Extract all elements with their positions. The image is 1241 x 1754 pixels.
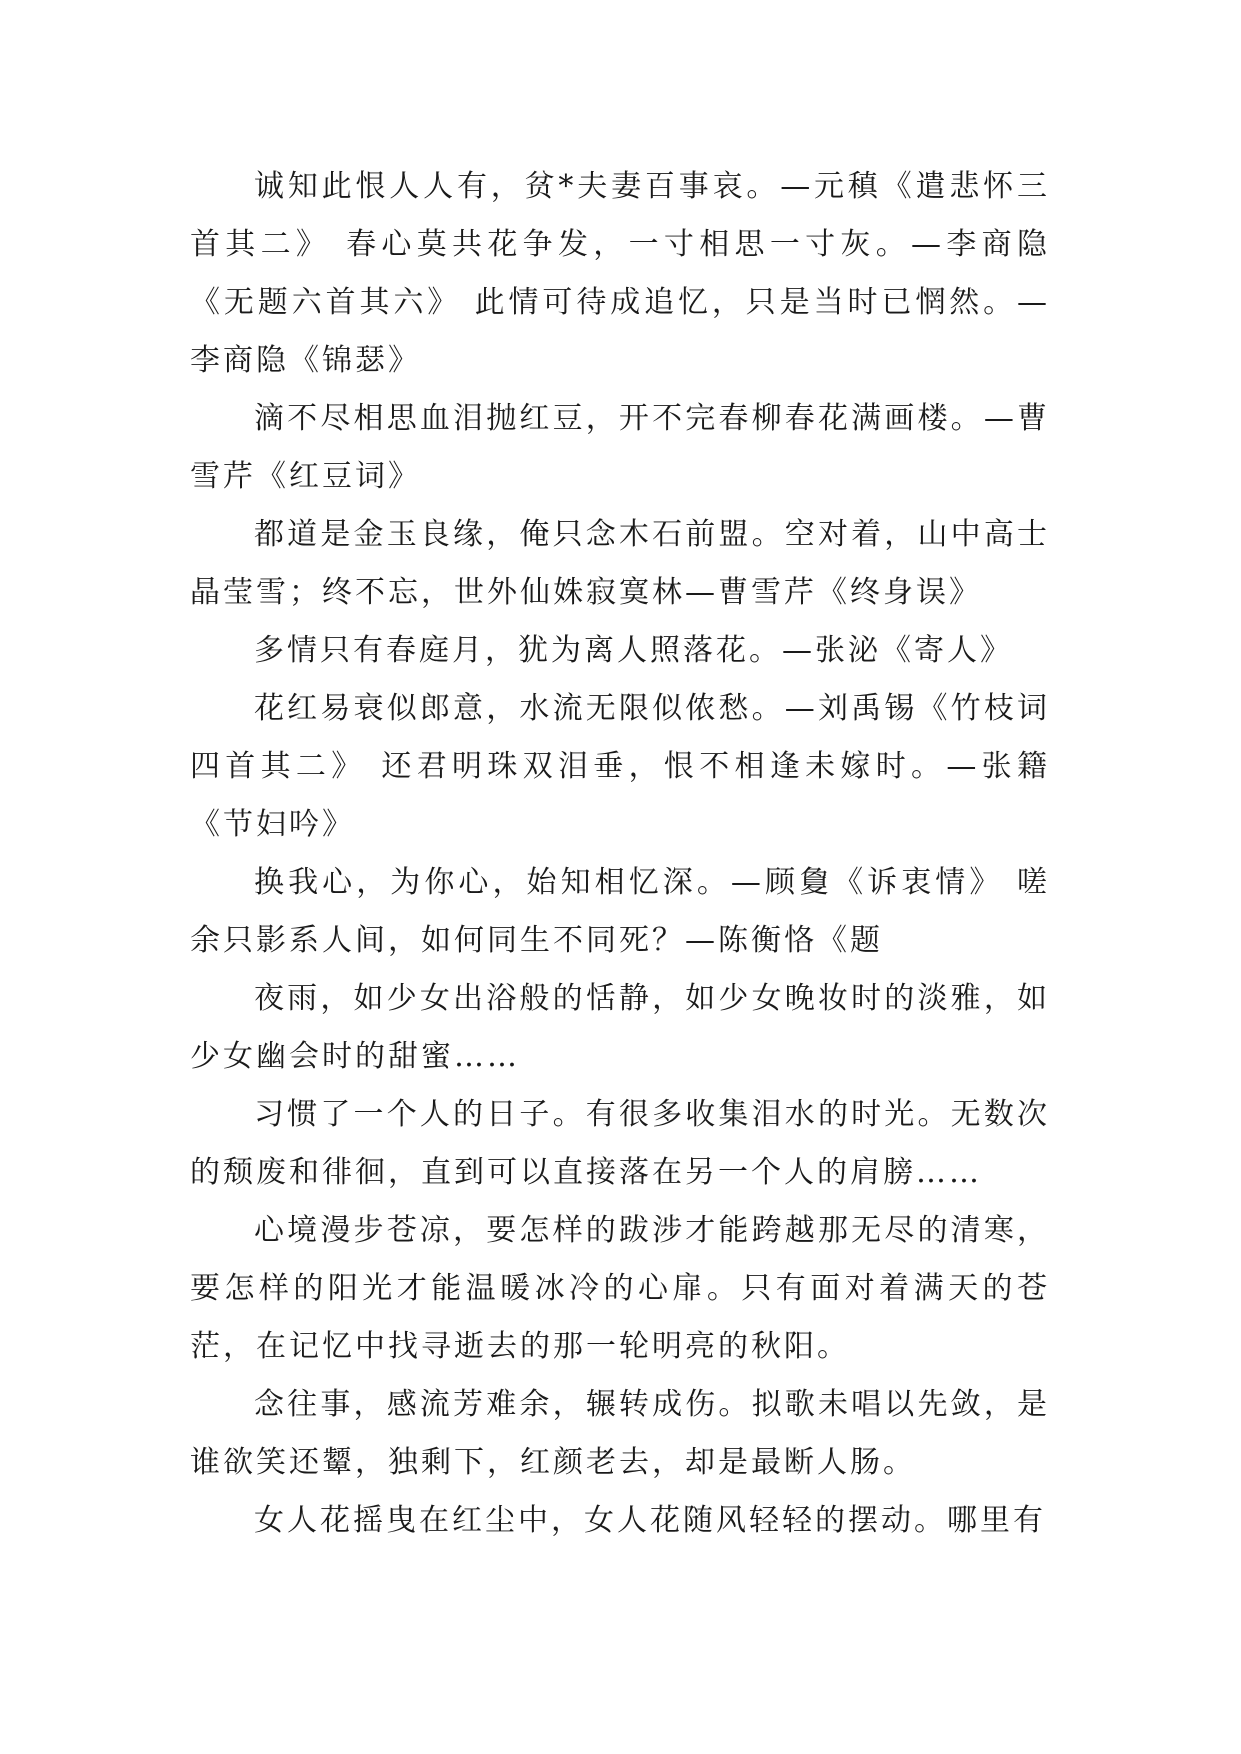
paragraph-woman-flower: 女人花摇曳在红尘中，女人花随风轻轻的摆动。哪里有 [254, 1503, 1046, 1538]
paragraph-alone-days: 习惯了一个人的日子。有很多收集泪水的时光。无数次的颓废和徘徊，直到可以直接落在另一个人的肩膀…… [190, 1097, 1050, 1190]
paragraph-past-events: 念往事，感流芳难余，辗转成伤。拟歌未唱以先敛，是谁欲笑还颦，独剩下，红颜老去，却是最断人肠。 [190, 1387, 1050, 1480]
paragraph-poems-1: 诚知此恨人人有，贫*夫妻百事哀。—元稹《遣悲怀三首其二》 春心莫共花争发，一寸相思一寸灰。—李商隐《无题六首其六》 此情可待成追忆，只是当时已惘然。—李商隐《锦瑟》 [190, 169, 1050, 378]
paragraph-exchange-heart: 换我心，为你心，始知相忆深。—顾敻《诉衷情》 嗟余只影系人间，如何同生不同死？—陈衡恪《题 [190, 865, 1050, 958]
document-body [190, 158, 1050, 1550]
paragraph-spring-moon: 多情只有春庭月，犹为离人照落花。—张泌《寄人》 [254, 633, 1013, 668]
paragraph-night-rain: 夜雨，如少女出浴般的恬静，如少女晚妆时的淡雅，如少女幽会时的甜蜜…… [190, 981, 1050, 1074]
paragraph-jade-stone: 都道是金玉良缘，俺只念木石前盟。空对着，山中高士晶莹雪；终不忘，世外仙姝寂寞林—曹雪芹《终身误》 [190, 517, 1050, 610]
paragraph-flower-red: 花红易衰似郎意，水流无限似侬愁。—刘禹锡《竹枝词四首其二》 还君明珠双泪垂，恨不相逢未嫁时。—张籍《节妇吟》 [190, 691, 1050, 842]
paragraph-red-bean: 滴不尽相思血泪抛红豆，开不完春柳春花满画楼。—曹雪芹《红豆词》 [190, 401, 1050, 494]
paragraph-mood-desolate: 心境漫步苍凉，要怎样的跋涉才能跨越那无尽的清寒，要怎样的阳光才能温暖冰冷的心扉。只有面对着满天的苍茫，在记忆中找寻逝去的那一轮明亮的秋阳。 [190, 1213, 1050, 1364]
